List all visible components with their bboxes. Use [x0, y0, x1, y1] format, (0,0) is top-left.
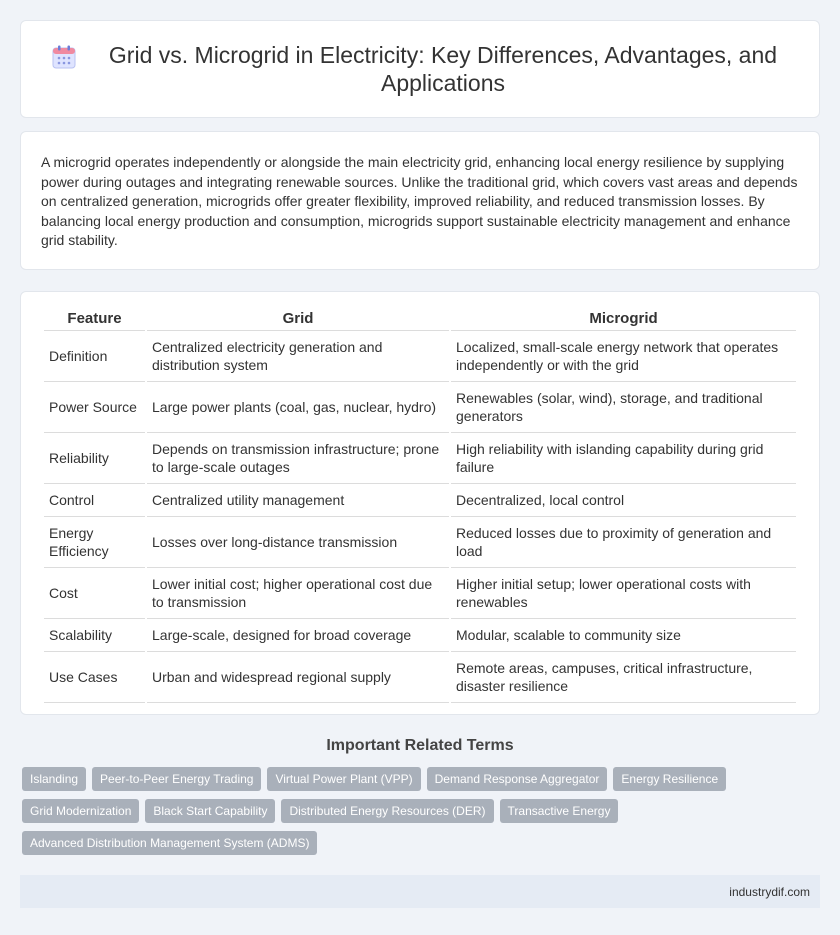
cell-microgrid: Decentralized, local control	[451, 484, 796, 517]
cell-grid: Large power plants (coal, gas, nuclear, hydro)	[147, 382, 449, 433]
cell-feature: Power Source	[44, 382, 145, 433]
header-feature: Feature	[44, 305, 145, 331]
table-row	[44, 517, 796, 568]
table-row	[44, 652, 796, 703]
tag-islanding[interactable]: Islanding	[22, 767, 86, 791]
intro-card	[20, 131, 820, 270]
header-grid: Grid	[147, 305, 449, 331]
tag-grid-modernization[interactable]: Grid Modernization	[22, 799, 139, 823]
cell-microgrid: Renewables (solar, wind), storage, and traditional generators	[451, 382, 796, 433]
related-terms-title: Important Related Terms	[326, 737, 514, 754]
tag-peer-to-peer-energy-trading[interactable]: Peer-to-Peer Energy Trading	[92, 767, 261, 791]
footer-site-link[interactable]: industrydif.com	[729, 884, 810, 899]
comparison-table	[42, 305, 798, 703]
tag-black-start-capability[interactable]: Black Start Capability	[145, 799, 275, 823]
cell-feature: Control	[44, 484, 145, 517]
cell-grid: Urban and widespread regional supply	[147, 652, 449, 703]
tag-energy-resilience[interactable]: Energy Resilience	[613, 767, 726, 791]
cell-grid: Centralized electricity generation and distribution system	[147, 331, 449, 382]
header-microgrid: Microgrid	[451, 305, 796, 331]
cell-grid: Lower initial cost; higher operational cost due to transmission	[147, 568, 449, 619]
footer	[20, 875, 820, 908]
tag-distributed-energy-resources[interactable]: Distributed Energy Resources (DER)	[281, 799, 493, 823]
table-header-row	[44, 305, 796, 331]
cell-feature: Use Cases	[44, 652, 145, 703]
cell-grid: Depends on transmission infrastructure; prone to large-scale outages	[147, 433, 449, 484]
header-card	[20, 20, 820, 118]
table-row	[44, 619, 796, 652]
page-title: Grid vs. Microgrid in Electricity: Key Differences, Advantages, and Applications	[108, 42, 778, 96]
table-row	[44, 568, 796, 619]
related-terms-tags	[22, 767, 818, 863]
header	[51, 41, 789, 97]
cell-feature: Definition	[44, 331, 145, 382]
cell-microgrid: Modular, scalable to community size	[451, 619, 796, 652]
cell-feature: Cost	[44, 568, 145, 619]
cell-microgrid: Localized, small-scale energy network that operates independently or with the grid	[451, 331, 796, 382]
cell-grid: Large-scale, designed for broad coverage	[147, 619, 449, 652]
calendar-icon	[51, 44, 77, 70]
tag-advanced-distribution-management-system[interactable]: Advanced Distribution Management System (ADMS)	[22, 831, 317, 855]
tag-transactive-energy[interactable]: Transactive Energy	[500, 799, 619, 823]
tag-virtual-power-plant[interactable]: Virtual Power Plant (VPP)	[267, 767, 420, 791]
intro-paragraph: A microgrid operates independently or alongside the main electricity grid, enhancing local energy resilience by supplying power during outages and integrating renewable sources. Unlike the traditional grid, which covers vast areas and depends on centralized generation, microgrids offer greater flexibility, improved reliability, and reduced transmission losses. By balancing local energy production and consumption, microgrids support sustainable electricity management and enhance grid stability.	[41, 154, 798, 248]
cell-grid: Centralized utility management	[147, 484, 449, 517]
cell-feature: Scalability	[44, 619, 145, 652]
table-row	[44, 331, 796, 382]
cell-microgrid: Reduced losses due to proximity of generation and load	[451, 517, 796, 568]
cell-feature: Reliability	[44, 433, 145, 484]
cell-feature: Energy Efficiency	[44, 517, 145, 568]
cell-microgrid: Higher initial setup; lower operational costs with renewables	[451, 568, 796, 619]
cell-microgrid: High reliability with islanding capability during grid failure	[451, 433, 796, 484]
tag-demand-response-aggregator[interactable]: Demand Response Aggregator	[427, 767, 608, 791]
table-row	[44, 484, 796, 517]
table-row	[44, 433, 796, 484]
cell-grid: Losses over long-distance transmission	[147, 517, 449, 568]
comparison-card	[20, 291, 820, 715]
cell-microgrid: Remote areas, campuses, critical infrastructure, disaster resilience	[451, 652, 796, 703]
table-row	[44, 382, 796, 433]
